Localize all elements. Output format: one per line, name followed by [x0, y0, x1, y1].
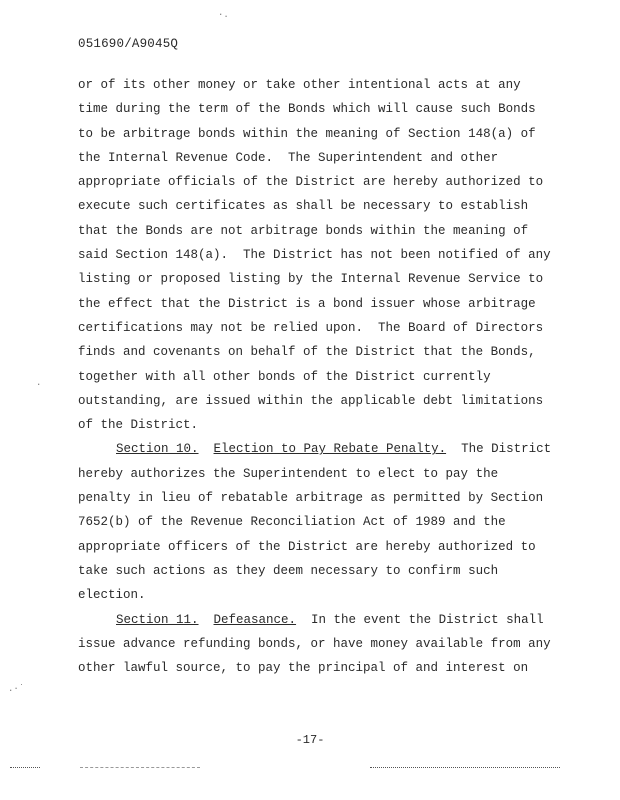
section-10-number: Section 10.: [116, 442, 199, 457]
section-11-heading-line: [78, 608, 548, 632]
footer-rule: [80, 767, 200, 768]
page-number: -17-: [295, 733, 325, 747]
section-11-number: Section 11.: [116, 612, 199, 627]
text-line: time during the term of the Bonds which will cause such Bonds: [78, 102, 536, 117]
text-line: outstanding, are issued within the applicable debt limitations: [78, 393, 544, 408]
text-line: other lawful source, to pay the principal of and interest on: [78, 661, 529, 676]
text-line: 7652(b) of the Revenue Reconciliation Act of 1989 and the: [78, 515, 506, 530]
text-line: the effect that the District is a bond issuer whose arbitrage: [78, 296, 536, 311]
scan-speck: .·˙: [8, 684, 25, 694]
text-line: of the District.: [78, 418, 199, 433]
section-10-heading-line: [78, 437, 552, 461]
text-line: penalty in lieu of rebatable arbitrage as permitted by Section: [78, 491, 544, 506]
section-10-title: Election to Pay Rebate Penalty.: [213, 442, 447, 457]
text-line: that the Bonds are not arbitrage bonds within the meaning of: [78, 223, 529, 238]
text-line: said Section 148(a). The District has not been notified of any: [78, 248, 551, 263]
text-line: appropriate officials of the District are hereby authorized to: [78, 175, 544, 190]
scan-speck: ·.: [218, 10, 229, 20]
document-id: 051690/A9045Q: [78, 37, 179, 51]
text-line: execute such certificates as shall be necessary to establish: [78, 199, 529, 214]
text-line: certifications may not be relied upon. The Board of Directors: [78, 320, 544, 335]
footer-rule: [370, 767, 560, 768]
section-11-first-line-text: In the event the District shall: [296, 612, 544, 627]
section-11-title: Defeasance.: [213, 612, 297, 627]
text-line: the Internal Revenue Code. The Superintendent and other: [78, 150, 499, 165]
text-line: appropriate officers of the District are hereby authorized to: [78, 539, 536, 554]
scan-speck: .: [36, 378, 42, 388]
text-line: listing or proposed listing by the Internal Revenue Service to: [78, 272, 544, 287]
body-text: [78, 73, 552, 680]
footer-rule: [10, 767, 40, 768]
text-line: hereby authorizes the Superintendent to elect to pay the: [78, 466, 499, 481]
text-line: issue advance refunding bonds, or have money available from any: [78, 636, 551, 651]
text-line: or of its other money or take other intentional acts at any: [78, 78, 521, 92]
text-line: finds and covenants on behalf of the District that the Bonds,: [78, 345, 536, 360]
text-line: together with all other bonds of the District currently: [78, 369, 491, 384]
text-line: take such actions as they deem necessary to confirm such: [78, 563, 499, 578]
section-10-first-line-text: The District: [446, 442, 552, 457]
text-line: to be arbitrage bonds within the meaning of Section 148(a) of: [78, 126, 536, 141]
text-line: election.: [78, 588, 146, 603]
